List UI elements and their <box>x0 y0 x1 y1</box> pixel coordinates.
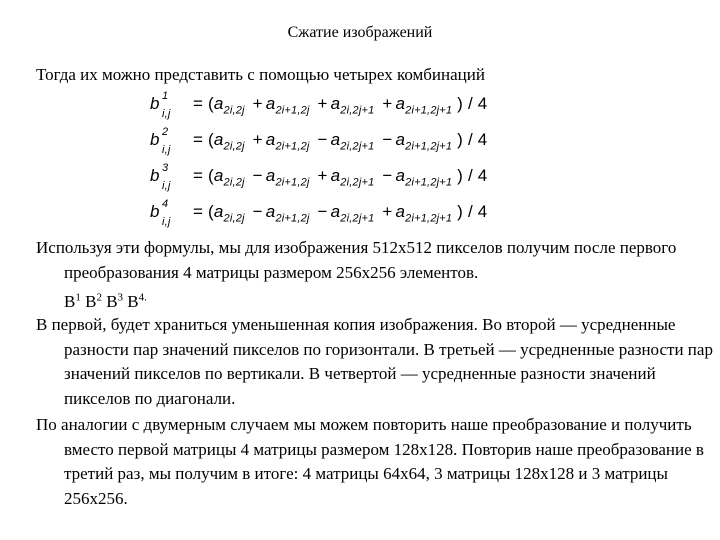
paragraph-1: Используя эти формулы, мы для изображения 512x512 пикселов получим после первого преобразования 4 матрицы размером 256x256 элементов. $B^1$ $B^2$ $B^3$ $B^{4.}$ <box>36 238 677 311</box>
paragraph-3: По аналогии с двумерным случаем мы можем повторить наше преобразование и получить вместо первой матрицы 4 матрицы размером 128x128. Повторив наше преобразование в третий раз, мы получим в итоге: 4 матрицы 64x64, 3 матрицы 128x128 и 3 матрицы 256x256. <box>36 415 704 508</box>
matrix-list: $B^1$ $B^2$ $B^3$ $B^{4.}$ <box>64 291 147 311</box>
formula-row: b 4 i,j = ($a_{2i,2j} - a_{2i+1,2j} - a_{2i,2j+1} + a_{2i+1,2j+1}$ ) / 4 <box>150 198 488 228</box>
formula-block <box>150 92 487 236</box>
lead-text: Тогда их можно представить с помощью четырех комбинаций <box>36 65 485 84</box>
formula-row: b 3 i,j = ($a_{2i,2j} - a_{2i+1,2j} + a_{2i,2j+1} - a_{2i+1,2j+1}$ ) / 4 <box>150 162 488 192</box>
paragraph-2: В первой, будет храниться уменьшенная копия изображения. Во второй — усредненные разности пар значений пикселов по горизонтали. В третьей — усредненные разности пар значений пикселов по вертикали. В четвертой — усредненные разности значений пикселов по диагонали. <box>36 315 713 408</box>
slide-title: Сжатие изображений <box>287 24 433 41</box>
formula-row: b 1 i,j = ($a_{2i,2j} + a_{2i+1,2j} + a_{2i,2j+1} + a_{2i+1,2j+1}$ ) / 4 <box>150 90 488 120</box>
formula-row: b 2 i,j = ($a_{2i,2j} + a_{2i+1,2j} - a_{2i,2j+1} - a_{2i+1,2j+1}$ ) / 4 <box>150 126 488 156</box>
